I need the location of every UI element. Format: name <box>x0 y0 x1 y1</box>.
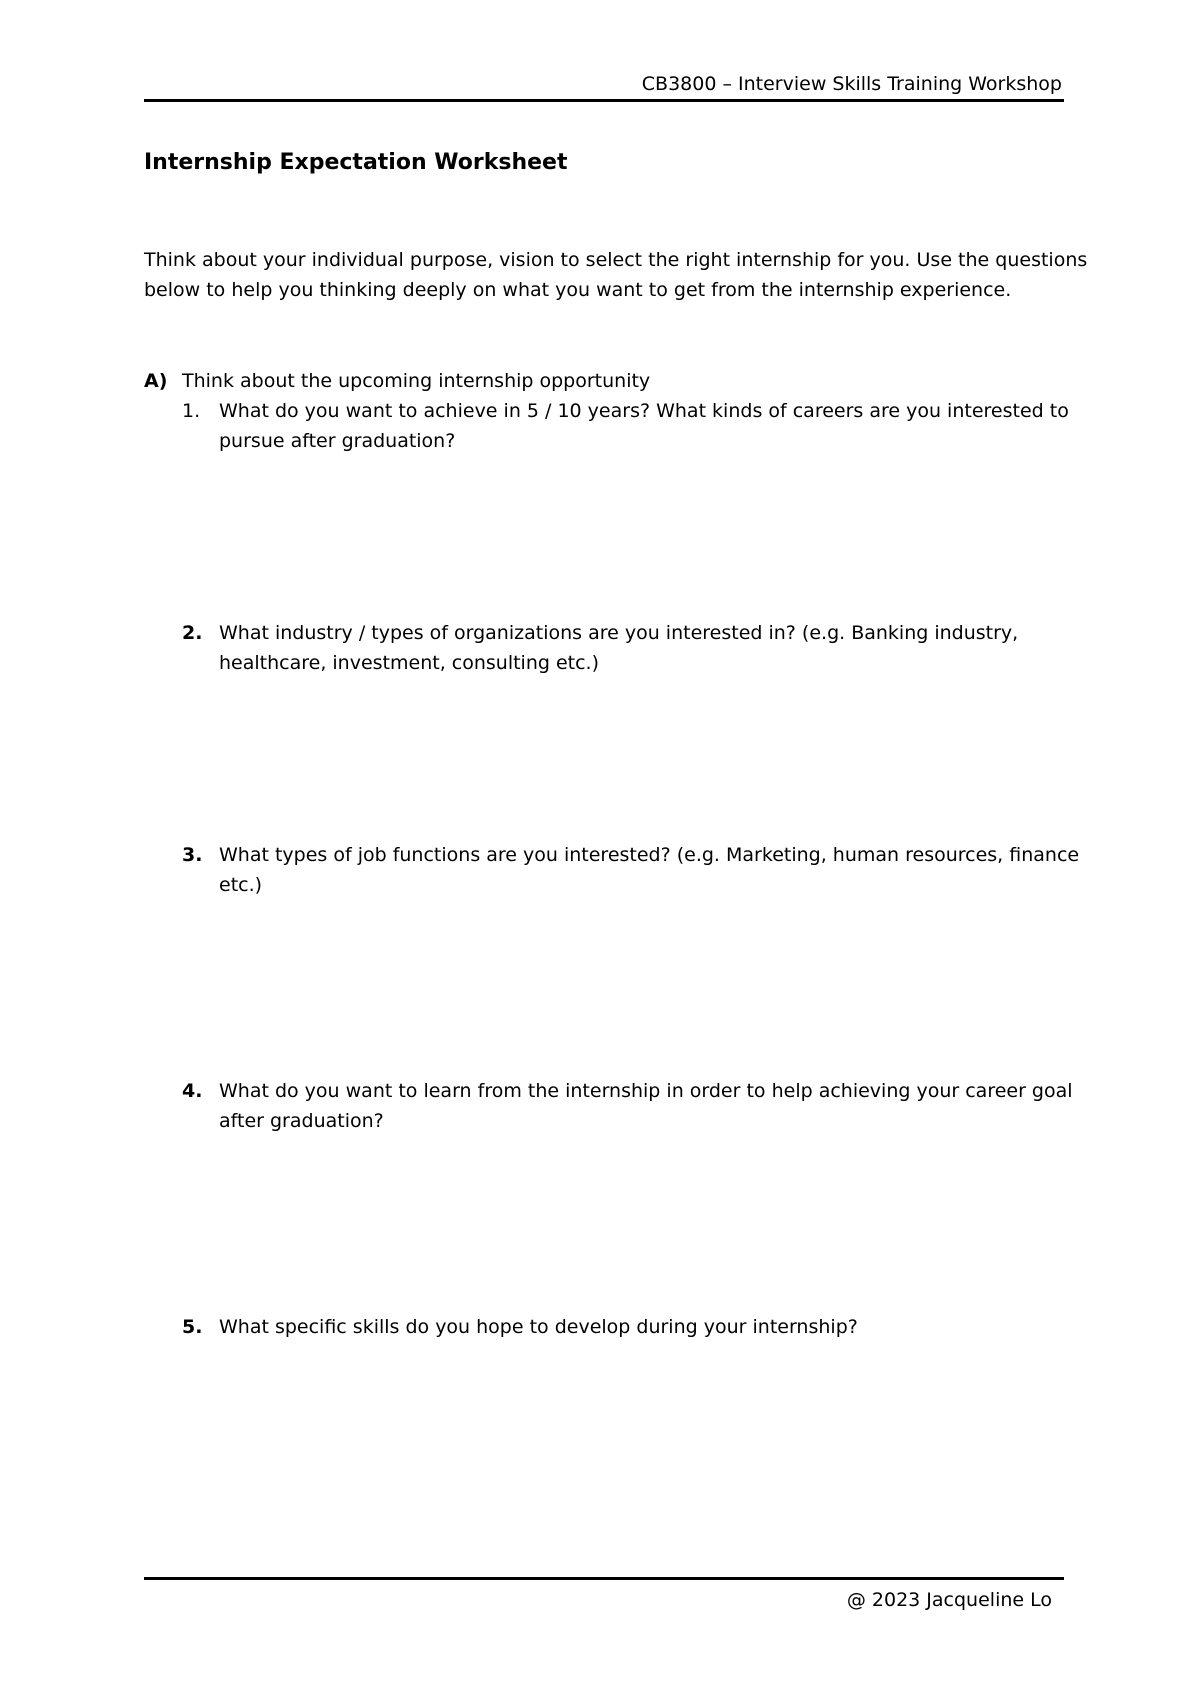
question-text <box>219 1312 1062 1342</box>
question-line: What do you want to learn from the internship in order to help achieving your career goal <box>219 1080 1073 1102</box>
question-item <box>182 396 1069 456</box>
intro-line: Think about your individual purpose, vision to select the right internship for you. Use the questions <box>144 249 1088 271</box>
question-number: 4. <box>182 1080 203 1102</box>
question-text <box>219 840 1080 900</box>
question-item <box>182 1076 1073 1136</box>
section-label: Think about the upcoming internship opportunity <box>182 370 651 392</box>
footer-divider <box>144 1577 1064 1580</box>
question-number: 3. <box>182 844 203 866</box>
question-line: pursue after graduation? <box>219 430 456 452</box>
intro-paragraph <box>144 245 1088 305</box>
document-title: Internship Expectation Worksheet <box>144 150 568 175</box>
question-number: 5. <box>182 1316 203 1338</box>
question-line: What types of job functions are you interested? (e.g. Marketing, human resources, finance <box>219 844 1080 866</box>
header-divider <box>144 99 1064 102</box>
question-line: What do you want to achieve in 5 / 10 years? What kinds of careers are you interested to <box>219 400 1069 422</box>
question-item <box>182 1312 1062 1342</box>
question-item <box>182 618 1062 678</box>
question-text <box>219 396 1069 456</box>
page-header: CB3800 – Interview Skills Training Workshop <box>641 73 1062 95</box>
question-line: What industry / types of organizations are you interested in? (e.g. Banking industry, <box>219 622 1019 644</box>
page-footer: @ 2023 Jacqueline Lo <box>846 1589 1052 1611</box>
question-line: after graduation? <box>219 1110 384 1132</box>
section-marker: A) <box>144 370 168 392</box>
question-line: What specific skills do you hope to develop during your internship? <box>219 1316 858 1338</box>
intro-line: below to help you thinking deeply on what you want to get from the internship experience. <box>144 279 1012 301</box>
question-item <box>182 840 1080 900</box>
question-number: 2. <box>182 622 203 644</box>
question-line: healthcare, investment, consulting etc.) <box>219 652 600 674</box>
section-a-heading <box>144 366 1064 396</box>
question-text <box>219 1076 1073 1136</box>
question-text <box>219 618 1062 678</box>
question-line: etc.) <box>219 874 263 896</box>
question-number: 1. <box>182 400 201 422</box>
